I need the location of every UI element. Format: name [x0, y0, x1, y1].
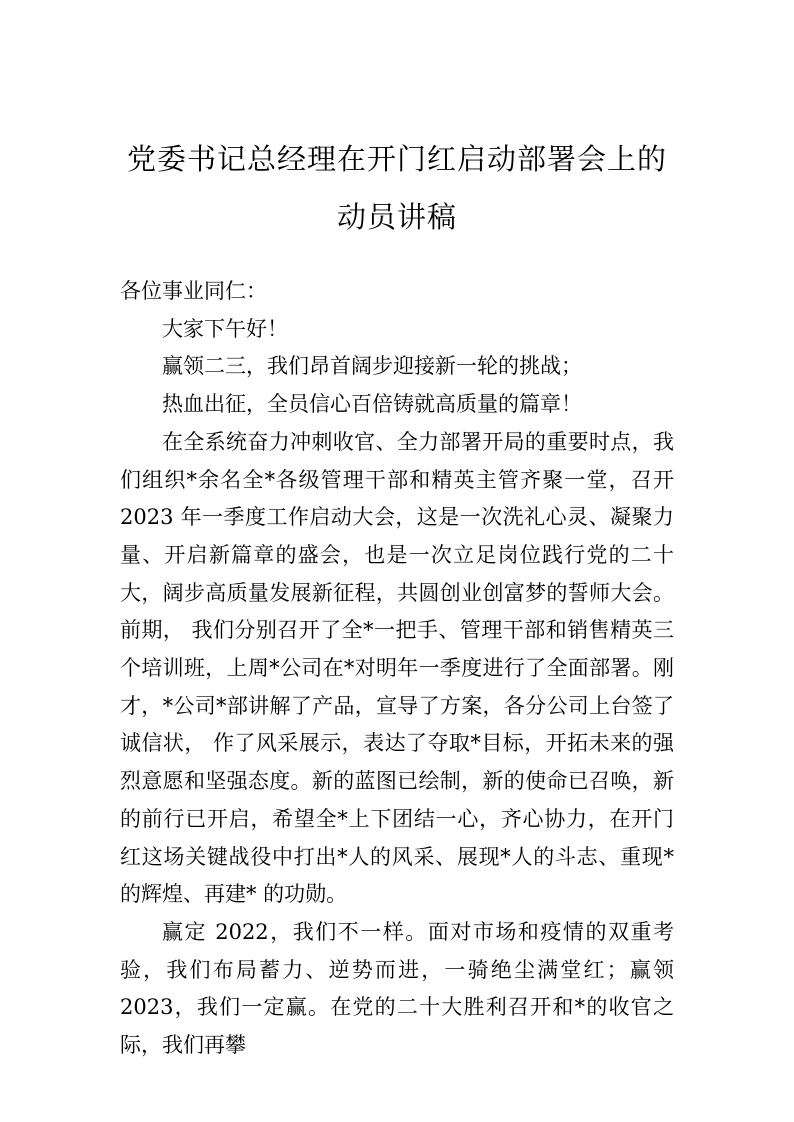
- paragraph-slogan-1: 赢领二三，我们昂首阔步迎接新一轮的挑战；: [162, 354, 582, 379]
- paragraph-main-2: 赢定 2022，我们不一样。面对市场和疫情的双重考验，我们布局蓄力、逆势而进，一骑绝尘满堂红；赢领 2023，我们一定赢。在党的二十大胜利召开和*的收官之际，我们再攀: [120, 919, 674, 1058]
- document-title-line-1: 党委书记总经理在开门红启动部署会上的: [126, 142, 667, 176]
- document-title-line-2: 动员讲稿: [336, 200, 457, 234]
- paragraph-greeting: 大家下午好！: [162, 316, 288, 341]
- paragraph-main-1: 在全系统奋力冲刺收官、全力部署开局的重要时点，我们组织*余名全*各级管理干部和精英主管齐聚一堂，召开 2023 年一季度工作启动大会，这是一次洗礼心灵、凝聚力量、开启新篇章的盛会，也是一次立足岗位践行党的二十大，阔步高质量发展新征程，共圆创业创富梦的誓师大会。前期， 我们分别召开了全*一把手、管理干部和销售精英三个培训班，上周*公司在*对明年一季度进行了全面部署。刚才，*公司*部讲解了产品，宣导了方案，各分公司上台签了诚信状， 作了风采展示，表达了夺取*目标，开拓未来的强烈意愿和坚强态度。新的蓝图已绘制，新的使命已召唤，新的前行已开启，希望全*上下团结一心，齐心协力，在开门红这场关键战役中打出*人的风采、展现*人的斗志、重现*的辉煌、再建* 的功勋。: [120, 429, 674, 907]
- document-title: [120, 130, 674, 246]
- paragraph-slogan-2: 热血出征，全员信心百倍铸就高质量的篇章！: [162, 392, 582, 417]
- document-body: [120, 273, 674, 1065]
- paragraph-salutation: 各位事业同仁：: [120, 279, 267, 303]
